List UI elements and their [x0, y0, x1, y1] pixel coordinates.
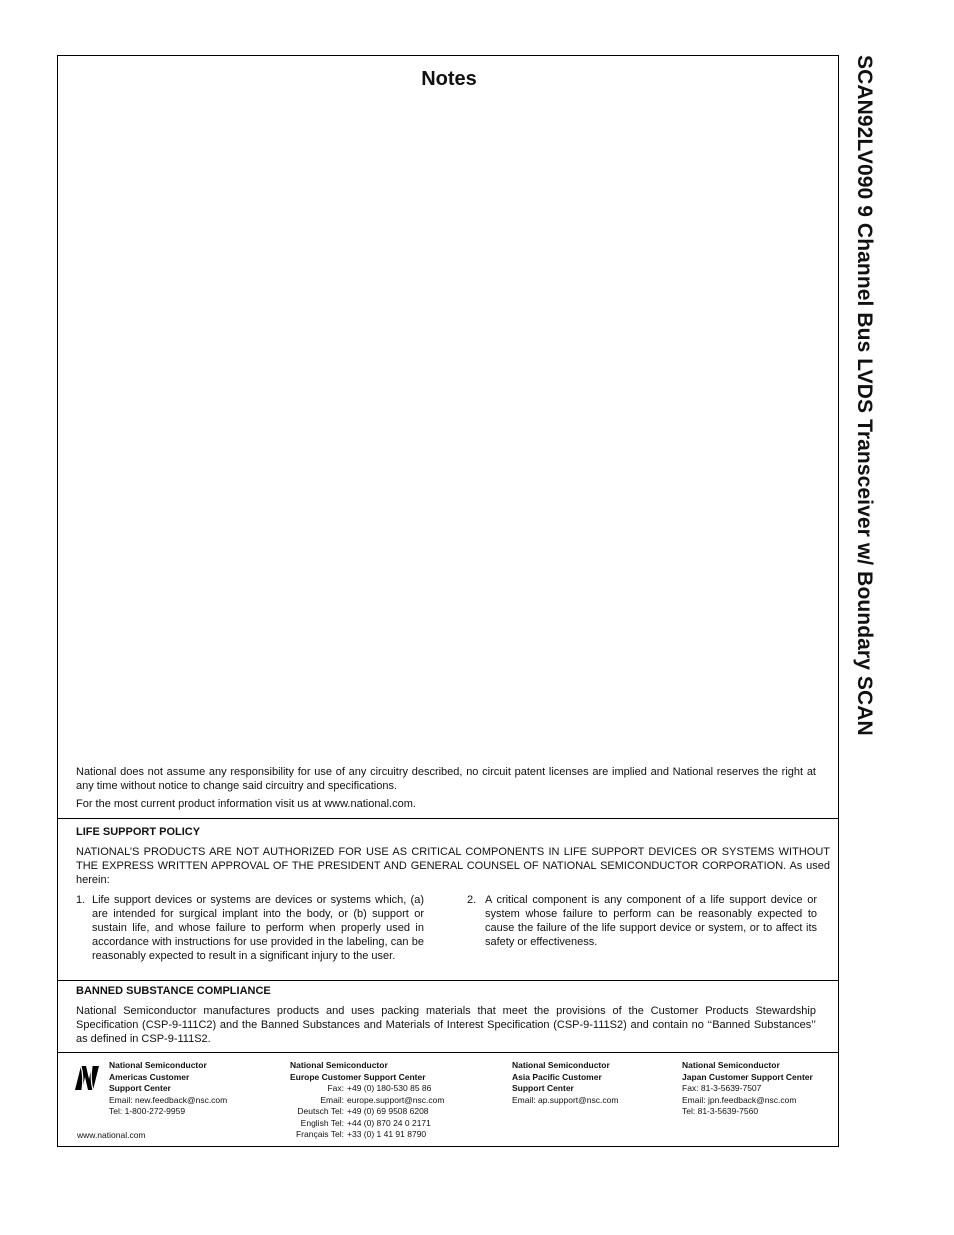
life-support-heading: LIFE SUPPORT POLICY	[76, 826, 201, 838]
banned-substance-text: National Semiconductor manufactures products and uses packing materials that meet the provisions of the Customer Products Stewardship Specification (CSP-9-111C2) and the Banned Substances and Materials of Interest Specification (CSP-9-111S2) and contain no ‘‘Banned Substances’’ as defined in CSP-9-111S2.	[76, 1005, 816, 1045]
contact-asia	[512, 1060, 672, 1106]
phone-label: Deutsch Tel:	[297, 1106, 344, 1116]
contact-phone-fr	[290, 1129, 500, 1141]
item-number: 1.	[76, 894, 86, 906]
divider	[58, 818, 838, 819]
contact-phone: Tel: 81-3-5639-7560	[682, 1106, 759, 1116]
life-support-intro: NATIONAL’S PRODUCTS ARE NOT AUTHORIZED FOR USE AS CRITICAL COMPONENTS IN LIFE SUPPORT DEVICES OR SYSTEMS WITHOUT THE EXPRESS WRITTEN APPROVAL OF THE PRESIDENT AND GENERAL COUNSEL OF NATIONAL SEMICONDUCTOR CORPORATION. As used herein:	[76, 846, 830, 886]
website-paragraph: For the most current product information visit us at www.national.com.	[76, 798, 416, 810]
national-logo-icon	[72, 1063, 102, 1093]
item-text: A critical component is any component of a life support device or system whose failure to perform can be reasonably expected to cause the failure of the life support device or system, or to affect its safety or effectiveness.	[485, 894, 817, 948]
contact-center: Support Center	[512, 1083, 574, 1093]
fax-label: Fax:	[327, 1083, 344, 1093]
contact-phone: Tel: 1-800-272-9959	[109, 1106, 186, 1116]
contact-center: Japan Customer Support Center	[682, 1071, 813, 1082]
disclaimer-paragraph: National does not assume any responsibility for use of any circuitry described, no circuit patent licenses are implied and National reserves the right at any time without notice to change said circuitry and specifications.	[76, 766, 816, 792]
phone-number: +33 (0) 1 41 91 8790	[347, 1129, 427, 1139]
email-address: europe.support@nsc.com	[347, 1094, 445, 1105]
divider	[58, 1052, 838, 1053]
banned-substance-heading: BANNED SUBSTANCE COMPLIANCE	[76, 985, 271, 997]
contact-center: Asia Pacific Customer	[512, 1071, 602, 1082]
phone-number: +49 (0) 69 9508 6208	[347, 1106, 429, 1116]
contact-company: National Semiconductor	[109, 1060, 207, 1070]
contact-phone-de	[290, 1106, 500, 1118]
contact-europe	[290, 1060, 500, 1141]
contact-company: National Semiconductor	[290, 1060, 388, 1070]
contact-phone-en	[290, 1118, 500, 1130]
contact-americas	[109, 1060, 279, 1118]
phone-label: Français Tel:	[295, 1129, 344, 1139]
contact-center: Support Center	[109, 1083, 171, 1093]
contact-company: National Semiconductor	[682, 1060, 780, 1070]
contact-email	[290, 1095, 500, 1107]
contact-japan	[682, 1060, 837, 1118]
notes-frame	[57, 55, 839, 1147]
divider	[58, 980, 838, 981]
notes-title: Notes	[421, 68, 477, 90]
phone-label: English Tel:	[300, 1117, 344, 1128]
contact-company: National Semiconductor	[512, 1060, 610, 1070]
contact-email: Email: new.feedback@nsc.com	[109, 1094, 228, 1105]
item-number: 2.	[467, 894, 477, 906]
contact-fax: Fax: 81-3-5639-7507	[682, 1083, 762, 1093]
website-link[interactable]: www.national.com	[77, 1130, 146, 1140]
email-label: Email:	[320, 1094, 344, 1105]
side-title	[846, 55, 876, 815]
document-title: SCAN92LV090 9 Channel Bus LVDS Transceiver w/ Boundary SCAN	[853, 55, 876, 736]
contact-fax	[290, 1083, 500, 1095]
contact-email: Email: ap.support@nsc.com	[512, 1094, 619, 1105]
phone-number: +44 (0) 870 24 0 2171	[347, 1117, 431, 1128]
contact-center: Europe Customer Support Center	[290, 1071, 426, 1082]
contact-email: Email: jpn.feedback@nsc.com	[682, 1094, 797, 1105]
contact-center: Americas Customer	[109, 1071, 190, 1082]
fax-number: +49 (0) 180-530 85 86	[347, 1083, 432, 1093]
item-text: Life support devices or systems are devices or systems which, (a) are intended for surgical implant into the body, or (b) support or sustain life, and whose failure to perform when properly used in accordance with instructions for use provided in the labeling, can be reasonably expected to result in a significant injury to the user.	[92, 894, 424, 962]
